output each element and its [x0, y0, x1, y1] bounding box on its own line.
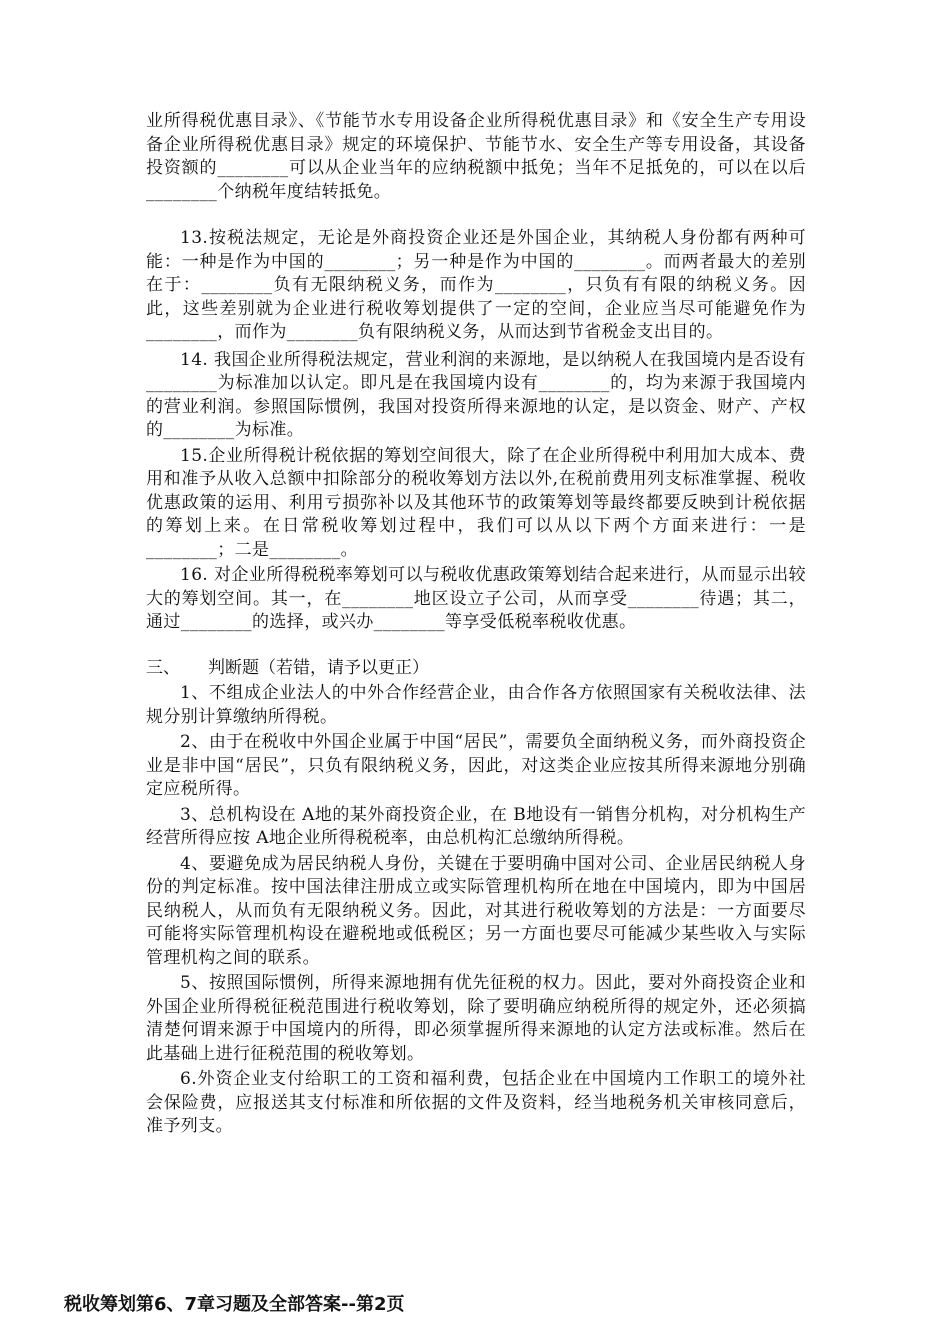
question-14: 14. 我国企业所得税法规定，营业利润的来源地，是以纳税人在我国境内是否设有________为标准加以认定。即凡是在我国境内设有________的，均为来源于我国境内的营业利润。参照国际惯例，我国对投资所得来源地的认定，是以资金、财产、产权的________为标准。 — [146, 349, 806, 440]
paragraph-continuation: 业所得税优惠目录》、《节能节水专用设备企业所得税优惠目录》和《安全生产专用设备企业所得税优惠目录》规定的环境保护、节能节水、安全生产等专用设备，其设备投资额的________可以从企业当年的应纳税额中抵免；当年不足抵免的，可以在以后________个纳税年度结转抵免。 — [146, 111, 806, 202]
judgment-2: 2、由于在税收中外国企业属于中国“居民”，需要负全面纳税义务，而外商投资企业是非中国“居民”，只负有限纳税义务，因此，对这类企业应按其所得来源地分别确定应税所得。 — [146, 732, 806, 799]
page-footer: 税收筹划第6、7章习题及全部答案--第2页 — [64, 1294, 405, 1315]
judgment-1: 1、不组成企业法人的中外合作经营企业，由合作各方依照国家有关税收法律、法规分别计算缴纳所得税。 — [146, 683, 806, 727]
section-title: 判断题（若错，请予以更正） — [208, 657, 429, 678]
question-16: 16. 对企业所得税税率筹划可以与税收优惠政策筹划结合起来进行，从而显示出较大的筹划空间。其一，在________地区设立子公司，从而享受________待遇；其二，通过________的选择，或兴办________等享受低税率税收优惠。 — [146, 565, 806, 632]
section-heading-judgment — [146, 657, 806, 681]
question-15: 15.企业所得税计税依据的筹划空间很大，除了在企业所得税中利用加大成本、费用和准予从收入总额中扣除部分的税收筹划方法以外,在税前费用列支标准掌握、税收优惠政策的运用、利用亏损弥补以及其他环节的政策筹划等最终都要反映到计税依据的筹划上来。在日常税收筹划过程中，我们可以从以下两个方面来进行：一是________；二是________。 — [146, 445, 806, 560]
section-number: 三、 — [146, 657, 180, 678]
judgment-4: 4、要避免成为居民纳税人身份，关键在于要明确中国对公司、企业居民纳税人身份的判定标准。按中国法律注册成立或实际管理机构所在地在中国境内，即为中国居民纳税人，从而负有无限纳税义务。因此，对其进行税收筹划的方法是：一方面要尽可能将实际管理机构设在避税地或低税区；另一方面也要尽可能减少某些收入与实际管理机构之间的联系。 — [146, 853, 806, 968]
judgment-6: 6.外资企业支付给职工的工资和福利费，包括企业在中国境内工作职工的境外社会保险费，应报送其支付标准和所依据的文件及资料，经当地税务机关审核同意后，准予列支。 — [146, 1069, 806, 1136]
document-page — [146, 110, 806, 1139]
judgment-3: 3、总机构设在 A地的某外商投资企业，在 B地设有一销售分机构，对分机构生产经营所得应按 A地企业所得税税率，由总机构汇总缴纳所得税。 — [146, 804, 806, 848]
judgment-5: 5、按照国际惯例，所得来源地拥有优先征税的权力。因此，要对外商投资企业和外国企业所得税征税范围进行税收筹划，除了要明确应纳税所得的规定外，还必须搞清楚何谓来源于中国境内的所得，即必须掌握所得来源地的认定方法或标准。然后在此基础上进行征税范围的税收筹划。 — [146, 973, 806, 1064]
question-13: 13.按税法规定，无论是外商投资企业还是外国企业，其纳税人身份都有两种可能：一种是作为中国的________；另一种是作为中国的________。而两者最大的差别在于：________负有无限纳税义务，而作为________，只负有有限的纳税义务。因此，这些差别就为企业进行税收筹划提供了一定的空间，企业应当尽可能避免作为________，而作为________负有限纳税义务，从而达到节省税金支出目的。 — [146, 228, 806, 342]
